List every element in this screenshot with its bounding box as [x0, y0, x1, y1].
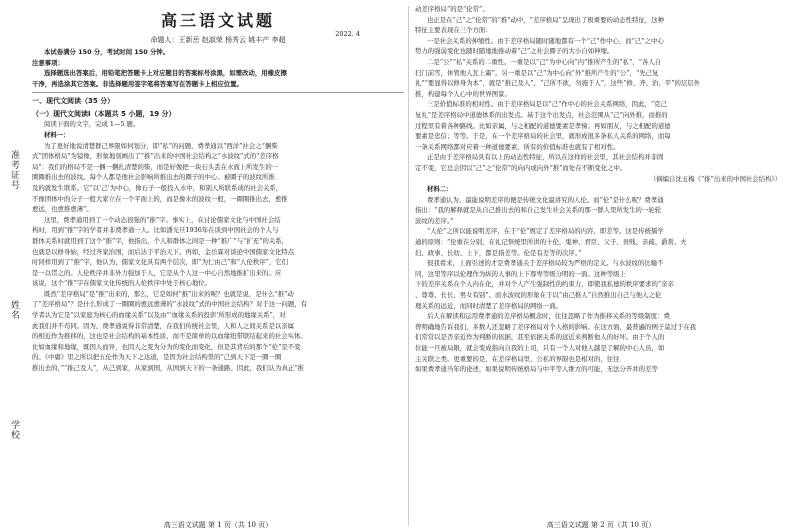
text-line: 礼”“要显得以修身为本”，就是“推己及人”，“己所不欲，勿施于人”，这些“修、齐、治、平”的层层外 [415, 79, 701, 88]
text-line: 学者认为它是“以家庭为核心的血缘关系”以及由“‘血缘关系的投影’所形成的地缘关系”，对 [32, 311, 286, 320]
text-line: 愈远，也愈推愈薄”。 [32, 205, 93, 214]
material-label: 材料一： [44, 130, 70, 139]
score-line: 本试卷满分 150 分，考试时间 150 分钟。 [44, 48, 170, 56]
passage-body [32, 141, 404, 374]
text-line: 、尊尊、长长、男女有别”。而水波纹的形象在于以“由己推人”自然推出自己与他人之伦 [415, 291, 662, 300]
text-line: 此我们并不苟同。因为，费孝通说得非常清楚，在我们传统社会里，人和人之间关系是以亲属 [32, 321, 295, 330]
text-line: 下的差序关系在个人内在化，并对个人产生强制性的约束力，即使我私德的秩序要求的“亲亲 [415, 280, 674, 289]
text-line: 一是社会关系的伸缩性。由于差序格局随时随地都有一个“己”作中心，而“己”之中心 [427, 36, 664, 45]
page-2 [415, 0, 787, 532]
text-line: 位能一旦被局限，就会变成指向自我的上司，只有一个人对他人越是了解的中心人员，如 [415, 344, 665, 352]
citation: （摘编自沈玉梅《“推”出来的中国社会结构》） [649, 174, 781, 183]
text-line: 不像团体中的分子一般大家立在一个平面上的，而是像水的波纹一般，一圈圈推出去，愈推 [32, 194, 288, 203]
text-line: 的。《中庸》里之所以把五伦作为天下之达道，是因为社会结构里的“己到天下是一圈一圈 [32, 353, 282, 362]
text-line: 后人在解读和运用费孝通的差序格局概念时，往往忽略了作为推移关系的等级制度：费 [427, 312, 670, 321]
text-line: 扫门前雪，休管他人瓦上霜”。另一重是以“己”为中心向“外”推所产生的“公”，“先己复 [415, 68, 659, 77]
text-line: 如果费孝通当年的论述，如果说明传统格局与中平等人维方的可能，无法分开并的差等 [415, 365, 658, 374]
text-line: 局”：我们的格局不是一捆一捆扎清楚的柴，而是好像把一块石头丢在水面上所发生的一 [32, 162, 279, 171]
text-line: 势力的强弱变化也随时随地地推动着“己”之社会圈子的大小自如伸缩。 [415, 47, 614, 56]
text-line: 时同样用到了“推”字，他认为，儒家文化具有两个层次，即“为仁由己”和“人伦秩序”，它们 [32, 258, 289, 267]
text-line: 主关联之类。更重要的是，在差序格局里，公私的界限也是相对的，往往 [415, 354, 620, 363]
text-line: 正是由于差序格局具有以上的动态性特征，所以在这样的社会里，其社会结构并非固 [427, 153, 664, 162]
text-line: 群体关系时就用到了这个“推”字，他指出，个人和群体之间是一种“推广”与“扩充”的关系， [32, 236, 289, 245]
text-line: 曾明确地告诉我们，多数人还忽略了差序格局对个人格的影响。在这方面，最普遍的例子莫过于在我 [415, 322, 697, 331]
text-line: 是一以贯之的。人伦秩序并非外力强加于人，它是从个人这一中心自然地推扩出来的。应 [32, 268, 282, 277]
notice-heading: 注意事项： [32, 58, 64, 67]
text-line: 特征主要表现在三个方面： [415, 26, 492, 35]
authors-line: 命题人：王新岳 赵淑荣 杨秀云 姚丰产 李超 [150, 36, 286, 44]
section-heading: 一、现代文阅读（35 分） [32, 97, 115, 106]
text-line: 复礼”是差序格局中道德体系的出发点。基于这个出发点，社会范围从“己”向外推，而推的 [415, 110, 668, 119]
text-line: 及的就发生联系。它“以‘己’为中心，像石子一般投入水中，和别人所联系成的社会关系， [32, 183, 283, 192]
text-line: 这里，费孝通用到了一个动态很强的“推”字。事实上，在讨论儒家文化与中国社会结 [44, 215, 281, 224]
school-label: 学校 [9, 420, 19, 440]
exam-id-label: 准考证号 [9, 150, 19, 190]
text-line: 指出：“我的解释就是从自己推出去的和自己发生社会关系的那一群人里所发生的一轮轮 [415, 206, 662, 215]
page-footer: 高三语文试题 第 1 页（共 10 页） [163, 521, 273, 529]
text-line: 同，这里等序以伦理作为纵的人事的上下尊卑等级分明的一面。这种等级上 [415, 269, 626, 278]
text-line: 动差序格局”的是“伦常”。 [415, 5, 489, 13]
notice-line: 干净，再选涂其它答案。非选择题用签字笔将答案写在答题卡上相应位置。 [32, 79, 243, 88]
exam-date: 2022. 4 [335, 30, 360, 38]
subsection-heading: （一）现代文阅读Ⅰ（本题共 5 小题，19 分） [32, 110, 176, 119]
text-line: 了“差序格局”？是什么形成了一圈圈的愈远愈薄的“水波纹”式的中国社会结构？对于这一问题，有 [32, 300, 308, 309]
page-footer: 高三语文试题 第 2 页（共 10 页） [546, 521, 656, 529]
material-label: 材料二： [427, 185, 453, 194]
text-line: 二是“公”“私”关系的二重性。一重是以“己”为中心向“内”推所产生的“私”，“各人自 [427, 57, 662, 66]
text-line: 该说，这个“推”字在儒家文化传统的人伦秩序中处于核心地位。 [32, 279, 212, 288]
text-line: 推出去的，”“推己及人”，从己到家，从家到国，从国到天下的一条通路。因此，我们认为真正“推 [32, 364, 304, 373]
instruction: 阅读下面的文字，完成 1—5 题。 [44, 120, 140, 129]
binding-margin [0, 0, 30, 532]
text-line: 费孝通认为，最能说明差序的便是传统文化最讲究的人伦。而“伦”是什么呢？费孝通 [427, 195, 664, 204]
text-line: 的相近作为推移的，这也是社会结构的基本性质，而不是简单的以血缘纽带联结起来的社会实体。 [32, 332, 307, 341]
text-line: 推，构建每个人心中的世界图景。 [415, 89, 511, 98]
text-line: 也正是在“己”之“伦常”的“推”动中，“差序格局”呈现出了极重要的动态性特征，这种 [427, 15, 665, 24]
name-label: 姓名 [9, 300, 19, 320]
text-line: 三是价值标准的相对性。由于差序格局是以“己”作中心的社会关系网络，因此，“克己 [427, 100, 667, 109]
passage-body [415, 4, 787, 174]
text-line: 式”团体格局”为镜像，形象地刻画出了“推”出来的中国社会结构之“水波纹”式的“差序格 [32, 152, 279, 161]
text-line: 一条关系网络都对应着一种道德要素，所有的价值标准也就有了相对性。 [415, 142, 620, 151]
divider-line [32, 92, 404, 93]
text-line: 比如血缘和地缘，既因人而异，也因人之变为分为的变化而变化，但是其背后的那个“伦”是不变 [32, 342, 301, 351]
text-line: 波纹的差序。” [415, 216, 454, 225]
page-divider [408, 6, 409, 526]
text-line: 圈圈推出去的波纹。每个人都是他社会影响所推出去的圈子的中心。被圈子的波纹所推 [32, 173, 275, 182]
text-line: “人伦”之所以能说明差序，在于“伦”规定了差序格局的内容，即差等。这是传统儒学 [427, 227, 664, 236]
text-line: 定不变，它总会因以“己”之“伦常”的向内或向外“推”而处在不断变化之中。 [415, 163, 627, 172]
text-line: 很我看来，上面引述的才是费孝通关于差序格局较为严格的定义。与水波纹的比喻不 [427, 259, 664, 268]
text-line: 要素是忠信；等等。于是，在一个差序格局的社会里，就形成很多条私人关系的网络，而每 [415, 132, 671, 141]
passage-body [415, 195, 787, 375]
text-line: 们常常以是否亲近作为判断的依据，甚至依据关系的远近来判断他人的好坏。由于个人的 [415, 333, 665, 342]
text-line: 过程里有着各种路线。比如亲属，与之相配的道德要素是孝悌；再如朋友，与之相配的道德 [415, 121, 671, 130]
page-1 [32, 0, 404, 532]
text-line: 妇、政事、长幼、上下，都是指差等。伦是有差等的次序。” [415, 248, 582, 257]
text-line: 理关系的远近，而同时清楚了差序格局的网络一面。 [415, 301, 562, 310]
notice-line: 选择题选出答案后，用铅笔把答题卡上对应题目的答案标号涂黑，如需改动，用橡皮擦 [44, 69, 287, 78]
exam-title: 高三语文试题 [160, 11, 275, 30]
text-line: 构时，用到“推”字的学者并非费孝通一人。比如潘光旦1936年在谈到中国社会的个人与 [32, 226, 279, 235]
text-line: 也就是以修身始，经过齐家治国，而后达于平治天下。再如，金岳霖对谈论中国儒家文化特点 [32, 247, 295, 256]
text-line: 通的原则：“伦重在分别，在礼记祭统里所讲的十伦，鬼神、君臣、父子、贵贱、亲疏、爵赏、夫 [415, 238, 687, 247]
text-line: 既然“差序格局”是“推”出来的，那么，它是如何“推”出来的呢？也就是说，是什么“推”动 [44, 289, 294, 298]
text-line: 为了更好地说清楚群己界限如何划分，即“私”的问题，费孝通以“西洋”社会之“捆柴 [44, 141, 278, 150]
